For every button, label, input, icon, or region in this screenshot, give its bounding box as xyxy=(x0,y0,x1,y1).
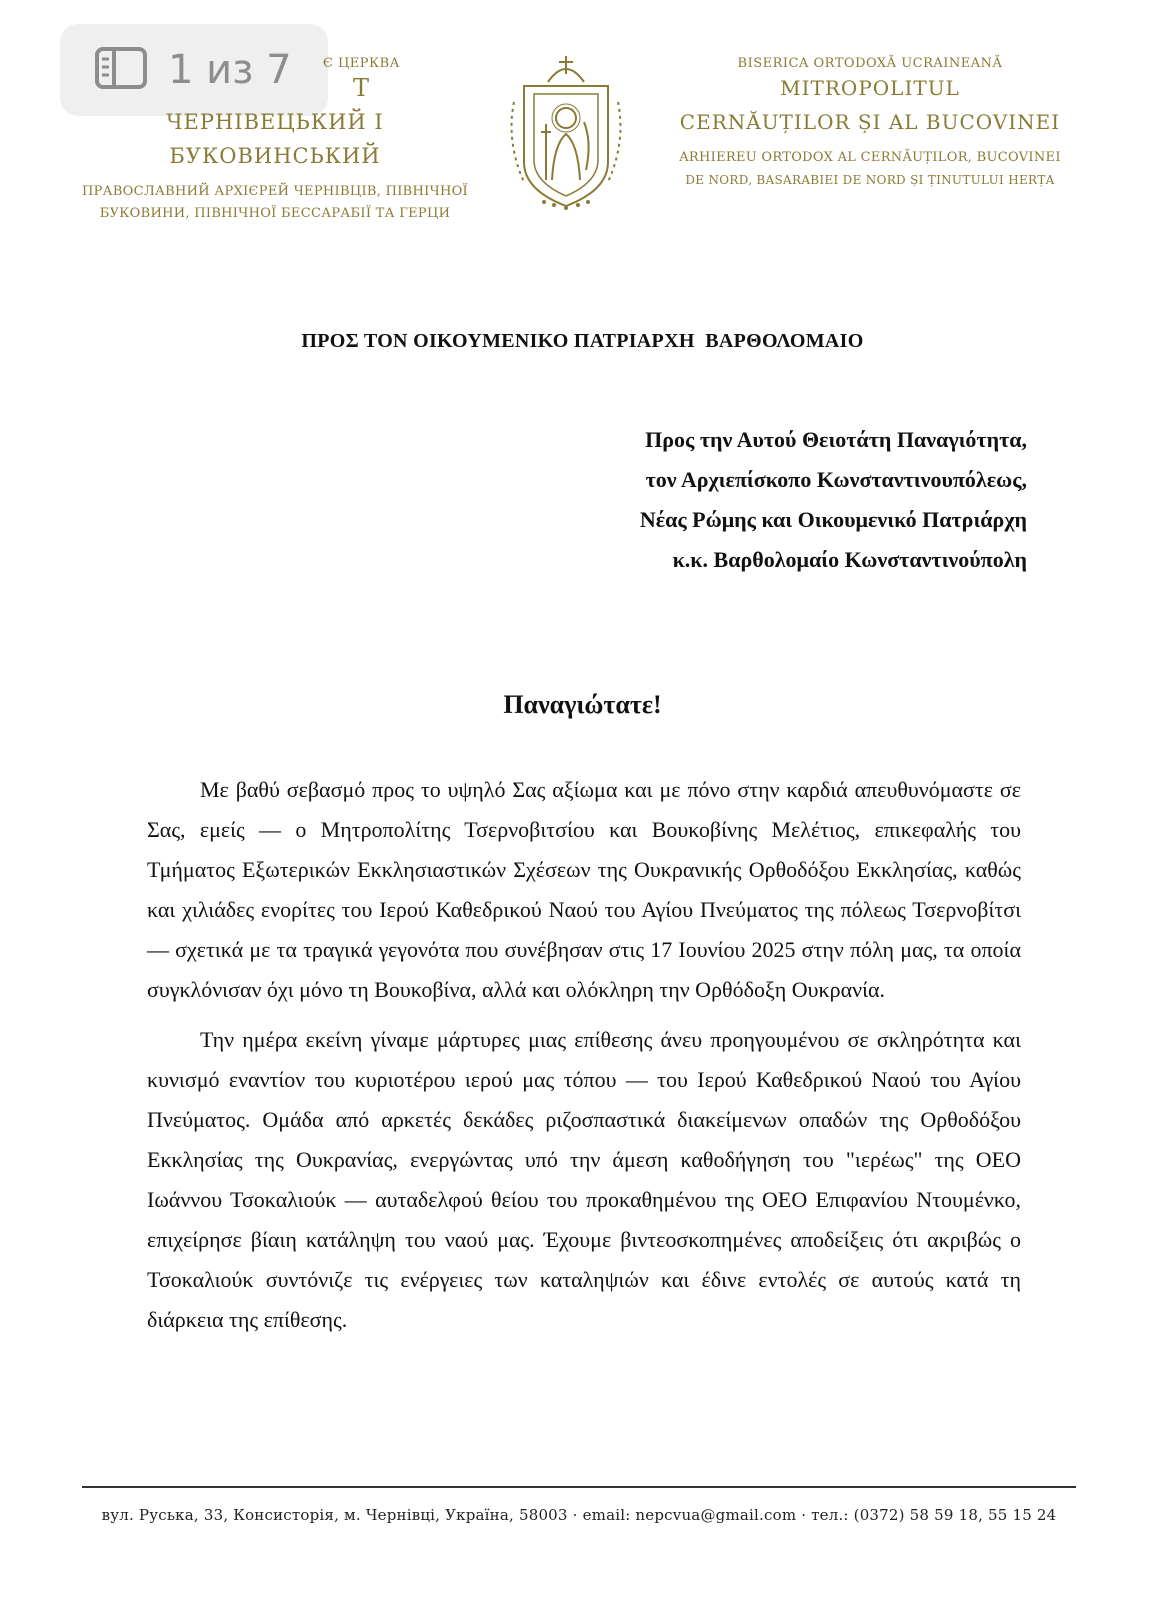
metropolitan-crest-logo xyxy=(504,52,628,212)
recipient-title: ΠΡΟΣ ΤΟΝ ΟΙΚΟΥΜΕΝΙΚΟ ΠΑΤΡΙΑΡΧΗ ΒΑΡΘΟΛΟΜΑΙΟ xyxy=(301,330,864,352)
letterhead-right xyxy=(650,56,1090,191)
body-paragraph: Την ημέρα εκείνη γίναμε μάρτυρες μιας επίθεσης άνευ προηγουμένου σε σκληρότητα και κυνισμό εναντίον του κυριοτέρου ιερού μας τόπου — του Ιερού Καθεδρικού Ναού του Αγίου Πνεύματος. Ομάδα από αρκετές δεκάδες ριζοσπαστικά διακείμενων οπαδών της Ορθοδόξου Εκκλησίας της Ουκρανίας, ενεργώντας υπό την άμεση καθοδήγηση του "ιερέως" της ΟΕΟ Ιωάννου Τσοκαλιούκ — αυταδελφού θείου του προκαθημένου της ΟΕΟ Επιφανίου Ντουμένκο, επιχείρησε βίαιη κατάληψη του ναού μας. Έχουμε βιντεοσκοπημένες αποδείξεις ότι ακριβώς ο Τσοκαλιούκ συντόνιζε τις ενέργειες των καταληψιών και έδινε εντολές σε αυτούς κατά τη διάρκεια της επίθεσης. xyxy=(147,1027,1021,1332)
letterhead-left-desc1: ПРАВОСЛАВНИЙ АРХІЄРЕЙ ЧЕРНІВЦІВ, ПІВНІЧНОЇ xyxy=(82,184,468,199)
letterhead-right-desc1: ARHIEREU ORTODOX AL CERNĂUȚILOR, BUCOVINEI xyxy=(679,150,1061,165)
greeting: Παναγιώτατε! xyxy=(503,690,662,719)
letterhead-right-line1: BISERICA ORTODOXĂ UCRAINEANĂ xyxy=(737,56,1003,71)
address-block xyxy=(640,420,1027,580)
letterhead-left-line1: Є ЦЕРКВА xyxy=(322,56,400,71)
address-line: κ.κ. Βαρθολομαίο Κωνσταντινούπολη xyxy=(672,547,1027,572)
letterhead-right-line2: MITROPOLITUL xyxy=(780,76,960,100)
letterhead-left xyxy=(80,56,470,225)
body-paragraph: Με βαθύ σεβασμό προς το υψηλό Σας αξίωμα και με πόνο στην καρδιά απευθυνόμαστε σε Σας, εμείς — ο Μητροπολίτης Τσερνοβιτσίου και Βουκοβίνης Μελέτιος, επικεφαλής του Τμήματος Εξωτερικών Εκκλησιαστικών Σχέσεων της Ουκρανικής Ορθοδόξου Εκκλησίας, καθώς και χιλιάδες ενορίτες του Ιερού Καθεδρικού Ναού του Αγίου Πνεύματος της πόλεως Τσερνοβίτσι — σχετικά με τα τραγικά γεγονότα που συνέβησαν στις 17 Ιουνίου 2025 στην πόλη μας, τα οποία συγκλόνισαν όχι μόνο τη Βουκοβίνα, αλλά και ολόκληρη την Ορθόδοξη Ουκρανία. xyxy=(147,777,1021,1002)
letter-body xyxy=(147,770,1021,1350)
letterhead-left-desc2: БУКОВИНИ, ПІВНІЧНОЇ БЕССАРАБІЇ ТА ГЕРЦИ xyxy=(99,206,451,221)
footer-contact: вул. Руська, 33, Консисторія, м. Чернівці, Україна, 58003 · email: nepcvua@gmail.com · тел.: (0372) 58 59 18, 55 15 24 xyxy=(101,1506,1057,1524)
page-counter-label: 1 из 7 xyxy=(168,47,292,93)
address-line: τον Αρχιεπίσκοπο Κωνσταντινουπόλεως, xyxy=(645,467,1027,492)
letterhead-right-desc2: DE NORD, BASARABIEI DE NORD ȘI ȚINUTULUI HERȚA xyxy=(685,173,1055,187)
letterhead-left-title: ЧЕРНІВЕЦЬКИЙ І БУКОВИНСЬКИЙ xyxy=(166,110,384,168)
footer-divider xyxy=(82,1486,1076,1488)
letterhead-right-title: CERNĂUȚILOR ȘI AL BUCOVINEI xyxy=(679,110,1061,134)
address-line: Νέας Ρώμης και Οικουμενικό Πατριάρχη xyxy=(639,507,1027,532)
address-line: Προς την Αυτού Θειοτάτη Παναγιότητα, xyxy=(645,427,1027,452)
letterhead-left-line2: Т xyxy=(352,74,370,102)
